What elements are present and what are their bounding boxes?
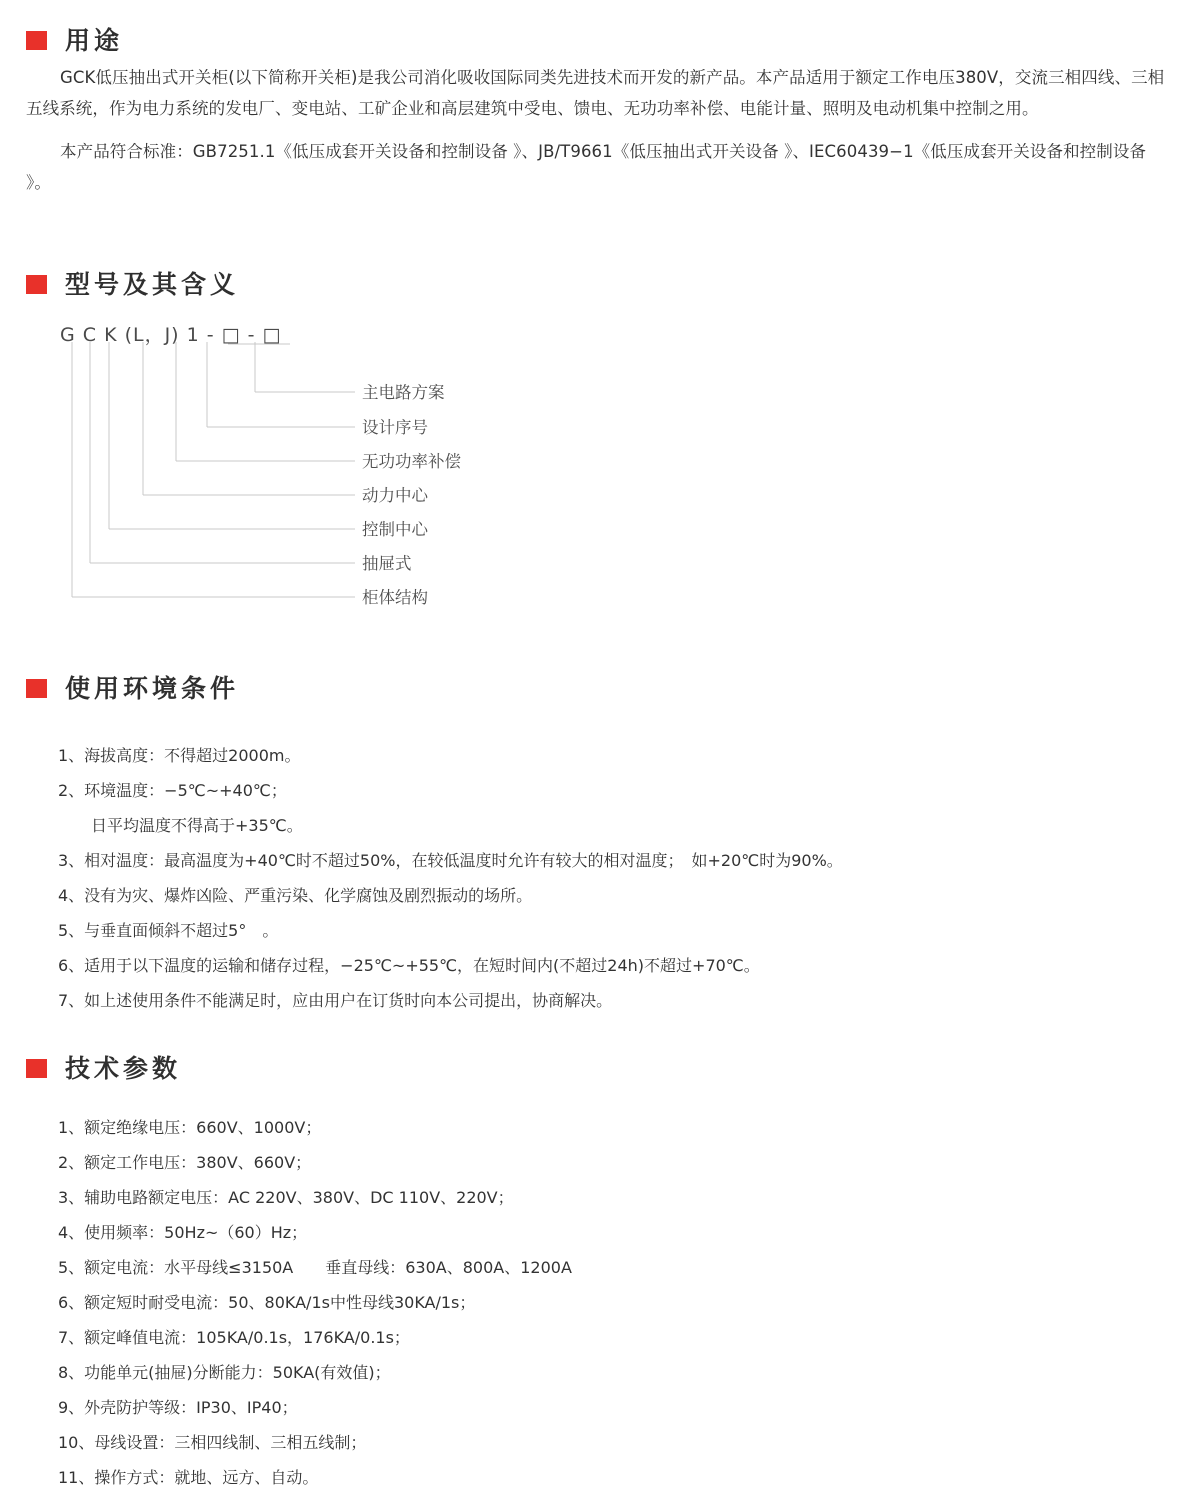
- purpose-paragraph-2: 本产品符合标准：GB7251.1《低压成套开关设备和控制设备 》、JB/T9661《低压抽出式开关设备 》、IEC60439−1《低压成套开关设备和控制设备 》。: [26, 142, 1147, 192]
- section-title-model: 型号及其含义: [65, 270, 240, 299]
- technical-parameters-list: [58, 1110, 1178, 1495]
- red-square-bullet-icon: [26, 31, 47, 50]
- section-heading-purpose: [26, 28, 123, 53]
- spec-item: 6、额定短时耐受电流：50、80KA/1s中性母线30KA/1s；: [58, 1293, 476, 1312]
- model-diagram-lines: [0, 320, 620, 620]
- spec-item: 4、使用频率：50Hz~（60）Hz；: [58, 1223, 308, 1242]
- environment-item: 6、适用于以下温度的运输和储存过程，−25℃~+55℃，在短时间内(不超过24h)不超过+70℃。: [58, 956, 760, 975]
- section-heading-environment: [26, 676, 239, 701]
- purpose-paragraph-1: GCK低压抽出式开关柜(以下简称开关柜)是我公司消化吸收国际同类先进技术而开发的新产品。本产品适用于额定工作电压380V，交流三相四线、三相五线系统，作为电力系统的发电厂、变电站、工矿企业和高层建筑中受电、馈电、无功功率补偿、电能计量、照明及电动机集中控制之用。: [26, 68, 1165, 118]
- section-title-environment: 使用环境条件: [65, 674, 240, 703]
- environment-item: 3、相对温度：最高温度为+40℃时不超过50%，在较低温度时允许有较大的相对温度； 如+20℃时为90%。: [58, 851, 843, 870]
- environment-item: 日平均温度不得高于+35℃。: [91, 816, 303, 835]
- spec-item: 10、母线设置：三相四线制、三相五线制；: [58, 1433, 367, 1452]
- section-title-purpose: 用途: [65, 26, 124, 55]
- diagram-label-design-serial-number: 设计序号: [362, 418, 428, 437]
- spec-item: 3、辅助电路额定电压：AC 220V、380V、DC 110V、220V；: [58, 1188, 514, 1207]
- spec-item: 11、操作方式：就地、远方、自动。: [58, 1468, 319, 1487]
- environment-item: 7、如上述使用条件不能满足时，应由用户在订货时向本公司提出，协商解决。: [58, 991, 613, 1010]
- diagram-label-power-center: 动力中心: [362, 486, 428, 505]
- model-designation-diagram: [0, 320, 620, 620]
- spec-item: 1、额定绝缘电压：660V、1000V；: [58, 1118, 322, 1137]
- red-square-bullet-icon: [26, 1059, 47, 1078]
- spec-item: 5、额定电流：水平母线≤3150A 垂直母线：630A、800A、1200A: [58, 1258, 572, 1277]
- environment-item: 5、与垂直面倾斜不超过5° 。: [58, 921, 279, 940]
- environment-item: 1、海拔高度：不得超过2000m。: [58, 746, 301, 765]
- diagram-label-reactive-power-compensation: 无功功率补偿: [362, 452, 461, 471]
- spec-item: 9、外壳防护等级：IP30、IP40；: [58, 1398, 298, 1417]
- spec-item: 7、额定峰值电流：105KA/0.1s，176KA/0.1s；: [58, 1328, 410, 1347]
- spec-item: 2、额定工作电压：380V、660V；: [58, 1153, 312, 1172]
- model-code-string: G C K (L，J) 1 - □ - □: [60, 324, 282, 346]
- diagram-label-control-center: 控制中心: [362, 520, 428, 539]
- red-square-bullet-icon: [26, 679, 47, 698]
- purpose-body: [26, 62, 1174, 198]
- section-heading-model: [26, 272, 239, 297]
- diagram-label-drawer-type: 抽屉式: [362, 554, 412, 573]
- red-square-bullet-icon: [26, 275, 47, 294]
- environment-item: 2、环境温度：−5℃~+40℃；: [58, 781, 287, 800]
- diagram-label-main-circuit-scheme: 主电路方案: [362, 383, 445, 402]
- section-title-specs: 技术参数: [65, 1054, 182, 1083]
- environment-item: 4、没有为灾、爆炸凶险、严重污染、化学腐蚀及剧烈振动的场所。: [58, 886, 533, 905]
- spec-item: 8、功能单元(抽屉)分断能力：50KA(有效值)；: [58, 1363, 391, 1382]
- section-heading-specs: [26, 1056, 181, 1081]
- environment-conditions-list: [58, 738, 1178, 1018]
- diagram-label-cabinet-structure: 柜体结构: [362, 588, 428, 607]
